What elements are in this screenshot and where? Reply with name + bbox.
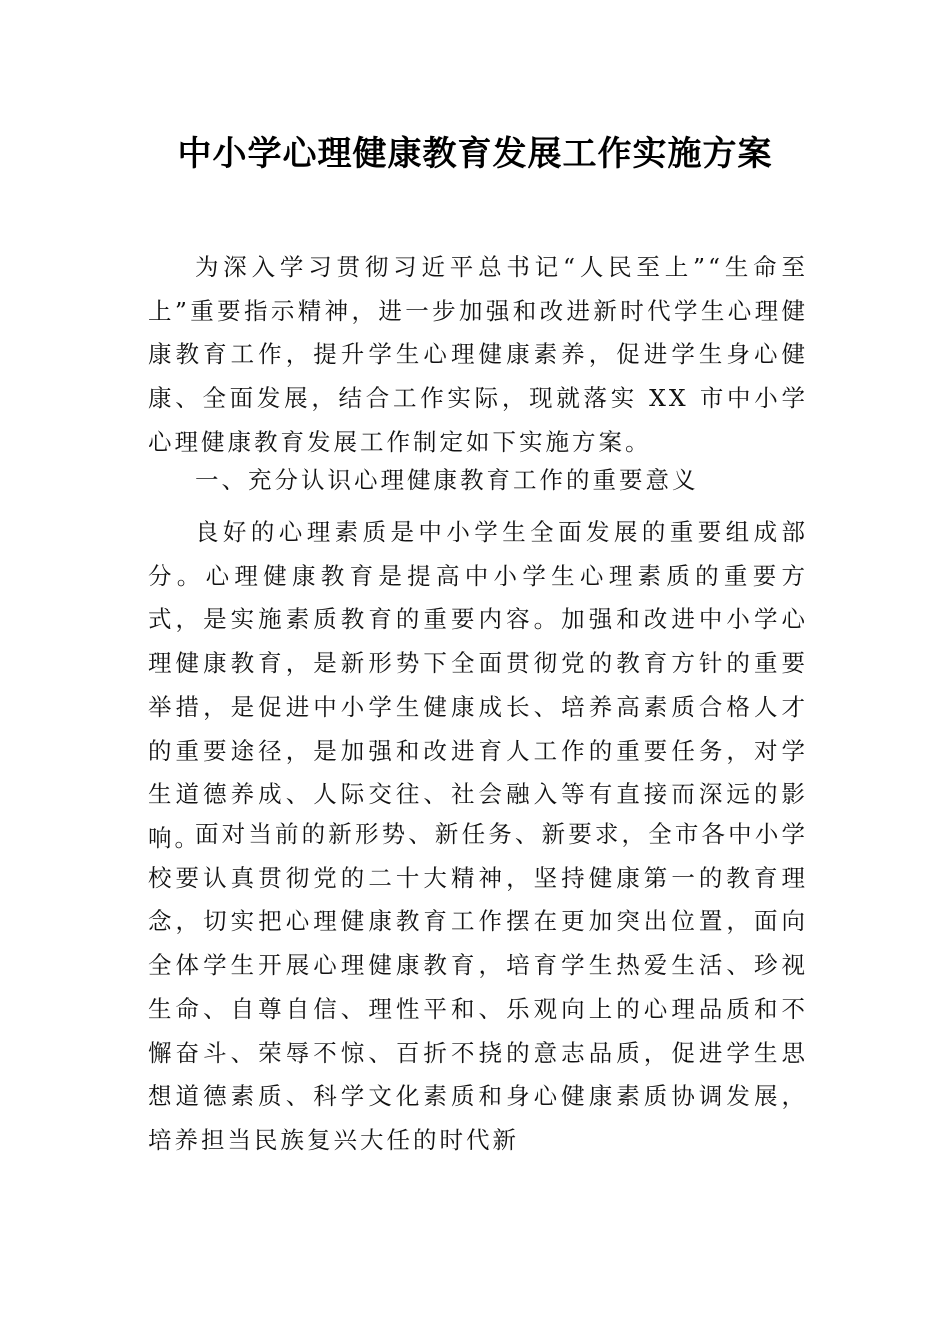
section-paragraph-2-block (148, 813, 808, 1163)
section-paragraph-2: 面对当前的新形势、新任务、新要求，全市各中小学校要认真贯彻党的二十大精神，坚持健康第一的教育理念，切实把心理健康教育工作摆在更加突出位置，面向全体学生开展心理健康教育，培育学生热爱生活、珍视生命、自尊自信、理性平和、乐观向上的心理品质和不懈奋斗、荣辱不惊、百折不挠的意志品质，促进学生思想道德素质、科学文化素质和身心健康素质协调发展，培养担当民族复兴大任的时代新 (148, 820, 808, 1154)
document-title: 中小学心理健康教育发展工作实施方案 (177, 134, 773, 174)
section-heading-1: 一、充分认识心理健康教育工作的重要意义 (195, 466, 699, 494)
section-paragraph-1: 良好的心理素质是中小学生全面发展的重要组成部分。心理健康教育是提高中小学生心理素质的重要方式，是实施素质教育的重要内容。加强和改进中小学心理健康教育，是新形势下全面贯彻党的教育方针的重要举措，是促进中小学生健康成长、培养高素质合格人才的重要途径，是加强和改进育人工作的重要任务，对学生道德养成、人际交往、社会融入等有直接而深远的影响。 (148, 518, 808, 852)
intro-paragraph-block (148, 246, 808, 465)
section-heading-block (148, 459, 808, 503)
section-paragraph-1-block (148, 511, 808, 861)
intro-paragraph: 为深入学习贯彻习近平总书记“人民至上”“生命至上”重要指示精神，进一步加强和改进新时代学生心理健康教育工作，提升学生心理健康素养，促进学生身心健康、全面发展，结合工作实际，现就落实 XX 市中小学心理健康教育发展工作制定如下实施方案。 (148, 253, 808, 456)
